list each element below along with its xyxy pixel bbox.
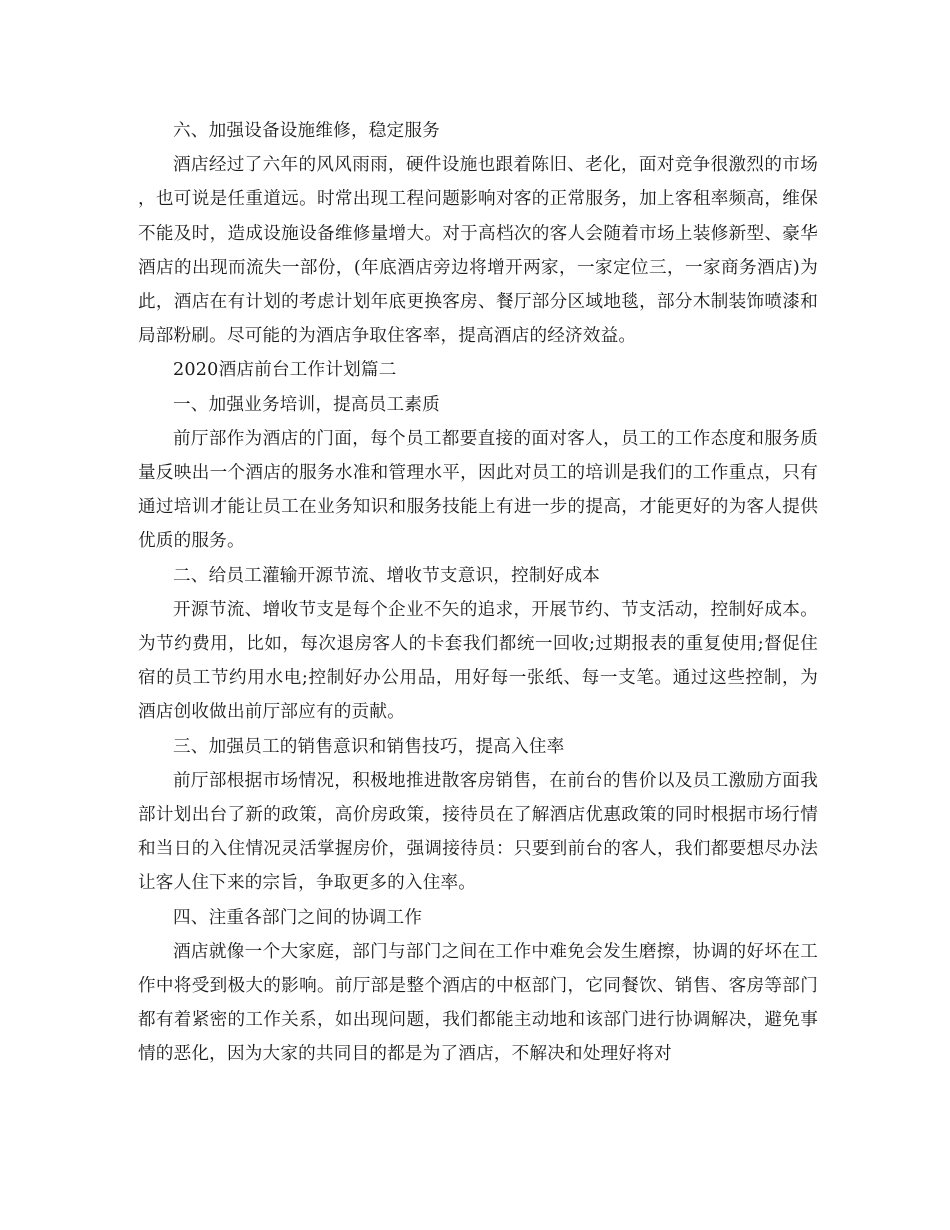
- article-title-part-two: 2020酒店前台工作计划篇二: [173, 360, 397, 381]
- paragraph-staff-training: 前厅部作为酒店的门面，每个员工都要直接的面对客人，员工的工作态度和服务质量反映出一个酒店的服务水准和管理水平，因此对员工的培训是我们的工作重点，只有通过培训才能让员工在业务知识和服务技能上有进一步的提高，才能更好的为客人提供优质的服务。: [138, 428, 818, 552]
- section-heading-6: 六、加强设备设施维修，稳定服务: [173, 121, 440, 141]
- section-heading-1: 一、加强业务培训，提高员工素质: [173, 394, 440, 415]
- paragraph-facility-maintenance: 酒店经过了六年的风风雨雨，硬件设施也跟着陈旧、老化，面对竞争很激烈的市场，也可说是任重道远。时常出现工程问题影响对客的正常服务，加上客租率频高，维保不能及时，造成设施设备维修量增大。对于高档次的客人会随着市场上装修新型、豪华酒店的出现而流失一部份，(年底酒店旁边将增开两家，一家定位三，一家商务酒店)为此，酒店在有计划的考虑计划年底更换客房、餐厅部分区域地毯，部分木制装饰喷漆和局部粉刷。尽可能的为酒店争取住客率，提高酒店的经济效益。: [138, 155, 818, 347]
- paragraph-cost-control: 开源节流、增收节支是每个企业不矢的追求，开展节约、节支活动，控制好成本。为节约费用，比如，每次退房客人的卡套我们都统一回收;过期报表的重复使用;督促住宿的员工节约用水电;控制好办公用品，用好每一张纸、每一支笔。通过这些控制，为酒店创收做出前厅部应有的贡献。: [138, 599, 818, 723]
- section-heading-2: 二、给员工灌输开源节流、增收节支意识，控制好成本: [173, 565, 601, 586]
- section-heading-4: 四、注重各部门之间的协调工作: [173, 907, 423, 928]
- paragraph-sales-skills: 前厅部根据市场情况，积极地推进散客房销售，在前台的售价以及员工激励方面我部计划出台了新的政策，高价房政策，接待员在了解酒店优惠政策的同时根据市场行情和当日的入住情况灵活掌握房价，强调接待员：只要到前台的客人，我们都要想尽办法让客人住下来的宗旨，争取更多的入住率。: [138, 770, 818, 894]
- document-body: [138, 114, 818, 1072]
- section-heading-3: 三、加强员工的销售意识和销售技巧，提高入住率: [173, 736, 565, 757]
- paragraph-department-coordination: 酒店就像一个大家庭，部门与部门之间在工作中难免会发生磨擦，协调的好坏在工作中将受到极大的影响。前厅部是整个酒店的中枢部门，它同餐饮、销售、客房等部门都有着紧密的工作关系，如出现问题，我们都能主动地和该部门进行协调解决，避免事情的恶化，因为大家的共同目的都是为了酒店，不解决和处理好将对: [138, 941, 818, 1065]
